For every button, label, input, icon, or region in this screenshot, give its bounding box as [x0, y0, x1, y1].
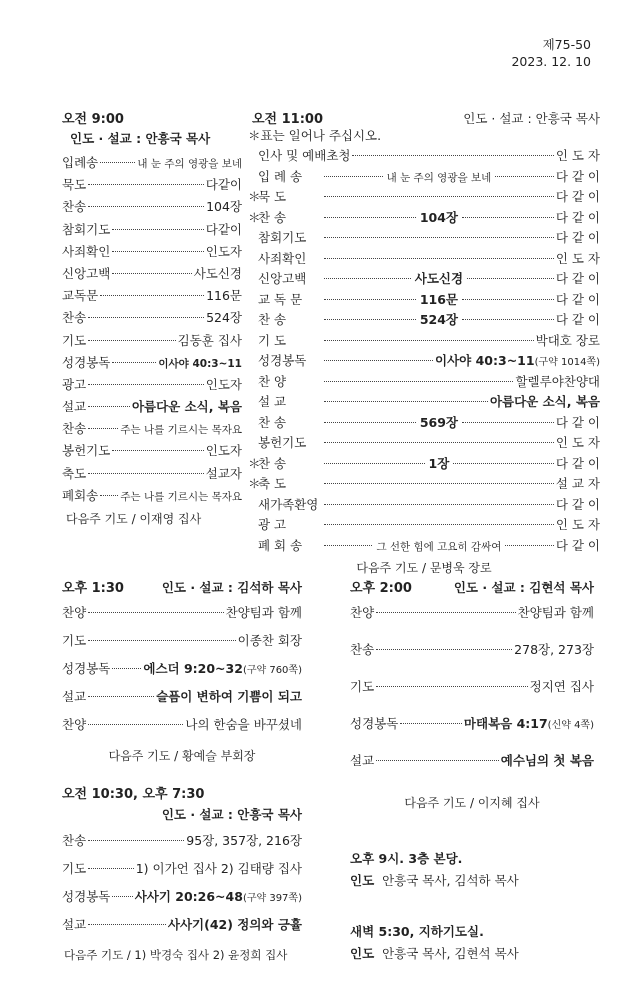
item-label: 축 도	[258, 476, 287, 491]
item-value: 나의 한숨을 바꾸셨네	[185, 717, 302, 732]
service-1-30pm	[62, 577, 302, 764]
dot-leader	[324, 217, 416, 218]
dot-leader	[88, 724, 183, 725]
dot-leader	[88, 473, 204, 474]
service-11am	[248, 108, 600, 576]
order-item	[62, 486, 242, 508]
dot-leader	[453, 463, 554, 464]
item-reference: (신약 4쪽)	[547, 720, 594, 731]
order-item	[248, 167, 600, 188]
dot-leader	[112, 896, 132, 897]
section-title: 오전 10:30, 오후 7:30	[62, 787, 205, 802]
dot-leader	[505, 545, 553, 546]
dot-leader	[495, 176, 554, 177]
dot-leader	[462, 319, 554, 320]
order-item	[62, 331, 242, 353]
standing-mark: ＊	[248, 455, 261, 471]
dot-leader	[324, 381, 513, 382]
item-label: 성경봉독	[62, 354, 111, 370]
item-detail: 104장	[419, 209, 458, 225]
dot-leader	[324, 545, 372, 546]
item-label: 설교	[62, 917, 87, 932]
dot-leader	[324, 319, 416, 320]
dot-leader	[100, 162, 135, 163]
section-leader: 인도 · 설교 : 김현석 목사	[453, 580, 594, 595]
leader-label: 인도	[350, 946, 375, 961]
item-value: 이사야 40:3~11	[158, 357, 242, 370]
item-value: 다같이	[205, 221, 242, 237]
item-value: 이종찬 회장	[237, 633, 302, 648]
item-reference: (구약 1014쪽)	[534, 357, 600, 368]
item-value: 다 같 이	[555, 312, 601, 327]
order-item	[62, 659, 302, 687]
item-value: 다 같 이	[555, 271, 600, 286]
item-detail: 내 눈 주의 영광을 보네	[386, 171, 492, 184]
order-item	[248, 515, 600, 536]
item-label: 봉헌기도	[258, 435, 307, 450]
item-value: 인 도 자	[555, 435, 600, 450]
item-value: 찬양팀과 함께	[225, 605, 302, 620]
item-label: 폐 회 송	[258, 537, 303, 553]
item-value: 정지연 집사	[529, 679, 594, 694]
item-value: 인 도 자	[555, 517, 600, 532]
leader-label: 인도	[350, 873, 375, 888]
order-item	[248, 392, 600, 413]
item-label: 찬양	[350, 605, 375, 620]
item-value: 278장, 273장	[514, 642, 594, 657]
item-value: 김동훈 집사	[177, 332, 242, 348]
order-item	[62, 353, 242, 375]
order-item	[62, 197, 242, 219]
order-item	[62, 397, 242, 419]
order-item	[248, 495, 600, 516]
dot-leader	[400, 723, 462, 724]
dot-leader	[88, 840, 184, 841]
item-label: 찬송	[62, 310, 87, 326]
section-title: 오후 2:00	[350, 581, 412, 596]
item-label: 참회기도	[62, 221, 111, 237]
dot-leader	[88, 340, 175, 341]
service-1030-730	[62, 783, 302, 963]
order-item	[62, 915, 302, 943]
dot-leader	[324, 299, 416, 300]
order-item	[248, 351, 600, 372]
dot-leader	[88, 317, 204, 318]
dot-leader	[324, 401, 488, 402]
item-label: 인사 및 예배초청	[258, 148, 351, 163]
dot-leader	[324, 360, 433, 361]
order-item	[248, 228, 600, 249]
order-item	[248, 208, 600, 229]
item-value: 다 같 이	[555, 291, 601, 307]
service-2pm	[350, 577, 594, 811]
dot-leader	[467, 278, 554, 279]
dot-leader	[324, 422, 416, 423]
dot-leader	[324, 524, 554, 525]
dot-leader	[324, 483, 554, 484]
dot-leader	[88, 406, 130, 407]
item-label: 찬 송	[258, 455, 287, 471]
order-item	[62, 859, 302, 887]
dot-leader	[88, 868, 134, 869]
dot-leader	[88, 696, 154, 697]
order-item	[350, 603, 594, 640]
item-label: 축도	[62, 465, 87, 481]
dot-leader	[100, 295, 204, 296]
item-reference: (구약 760쪽)	[242, 665, 302, 676]
dot-leader	[112, 251, 203, 252]
standing-note: ＊표는 일어나 주십시오.	[248, 128, 382, 143]
dot-leader	[324, 442, 554, 443]
next-week-prayer: 다음주 기도 / 문병욱 장로	[356, 561, 492, 575]
item-value: 이사야 40:3~11	[435, 353, 535, 368]
section-title: 오전 11:00	[252, 112, 324, 127]
item-label: 성경봉독	[350, 716, 399, 731]
bulletin-number: 제75-50	[542, 37, 591, 52]
item-label: 기도	[62, 332, 87, 348]
dot-leader	[112, 273, 191, 274]
dot-leader	[112, 362, 156, 363]
order-item	[62, 715, 302, 743]
item-label: 찬양	[62, 605, 87, 620]
order-item	[62, 175, 242, 197]
item-label: 광 고	[258, 517, 287, 532]
item-label: 신앙고백	[258, 271, 307, 286]
item-value: 다같이	[205, 177, 242, 193]
service-9pm	[350, 848, 600, 892]
item-label: 성경봉독	[62, 889, 111, 904]
item-value: 인도자	[205, 376, 242, 392]
item-value: 1) 이가언 집사 2) 김태량 집사	[135, 861, 302, 876]
item-label: 기도	[62, 633, 87, 648]
item-label: 설교	[62, 689, 87, 704]
standing-mark: ＊	[248, 189, 261, 204]
section-leader: 인도 · 설교 : 안흥국 목사	[70, 131, 211, 146]
item-label: 찬 송	[258, 209, 287, 225]
order-item	[62, 308, 242, 330]
order-item	[248, 536, 600, 557]
dot-leader	[352, 155, 553, 156]
item-label: 기도	[350, 679, 375, 694]
item-value: 사사기 20:26~48	[134, 889, 243, 904]
order-item	[62, 286, 242, 308]
order-item	[62, 242, 242, 264]
item-label: 기 도	[258, 332, 287, 348]
order-item	[62, 419, 242, 441]
item-label: 찬송	[62, 833, 87, 848]
bulletin-header	[511, 36, 591, 70]
item-value: 다 같 이	[555, 414, 601, 430]
item-label: 설교	[62, 399, 87, 415]
section-title: 오후 1:30	[62, 581, 124, 596]
item-label: 찬 양	[258, 373, 287, 389]
item-value: 116문	[206, 288, 242, 304]
item-value: 95장, 357장, 216장	[186, 833, 302, 848]
section-leader: 인도 · 설교 : 김석하 목사	[161, 580, 302, 595]
order-item	[62, 153, 242, 175]
dot-leader	[376, 612, 515, 613]
order-item	[248, 331, 600, 352]
dot-leader	[112, 450, 203, 451]
item-label: 광고	[62, 376, 87, 392]
leader-names: 안흥국 목사, 김현석 목사	[382, 946, 519, 961]
item-label: 묵도	[62, 177, 87, 193]
order-item	[62, 264, 242, 286]
item-label: 신앙고백	[62, 265, 111, 281]
item-value: 인도자	[205, 443, 242, 459]
item-value: 설교자	[205, 465, 242, 481]
order-item	[248, 454, 600, 475]
item-detail: 569장	[419, 414, 458, 430]
item-value: 찬양팀과 함께	[517, 605, 594, 620]
item-detail: 1장	[428, 455, 450, 471]
dot-leader	[324, 340, 534, 341]
item-value: 사도신경	[193, 265, 242, 281]
item-value: 주는 나를 기르시는 목자요	[120, 490, 242, 503]
dot-leader	[88, 612, 223, 613]
order-item	[62, 220, 242, 242]
dot-leader	[324, 237, 554, 238]
service-dawn	[350, 921, 600, 965]
item-label: 찬 송	[258, 414, 287, 430]
item-label: 입 례 송	[258, 168, 303, 184]
item-detail: 116문	[419, 291, 458, 307]
order-item	[248, 269, 600, 290]
bulletin-date: 2023. 12. 10	[511, 54, 591, 69]
item-value: 524장	[206, 310, 242, 326]
dot-leader	[324, 176, 383, 177]
dot-leader	[88, 206, 204, 207]
item-value: 다 같 이	[555, 230, 600, 245]
dot-leader	[88, 184, 204, 185]
order-item	[62, 831, 302, 859]
item-label: 찬 송	[258, 312, 287, 327]
item-value: 할렐루야찬양대	[515, 373, 600, 389]
next-week-prayer: 다음주 기도 / 황예슬 부회장	[108, 749, 256, 763]
order-item	[62, 375, 242, 397]
dot-leader	[112, 229, 203, 230]
order-item	[62, 603, 302, 631]
order-item	[248, 310, 600, 331]
item-value: 마태복음 4:17	[463, 716, 548, 731]
item-value: 인도자	[205, 243, 242, 259]
dot-leader	[324, 196, 554, 197]
section-title: 오전 9:00	[62, 112, 124, 127]
order-item	[248, 187, 600, 208]
item-label: 찬양	[62, 717, 87, 732]
section-leader: 인도 · 설교 : 안흥국 목사	[463, 111, 600, 126]
item-value: 다 같 이	[555, 496, 600, 512]
dot-leader	[88, 924, 166, 925]
dot-leader	[88, 384, 204, 385]
dot-leader	[462, 299, 554, 300]
item-value: 사사기(42) 정의와 긍휼	[167, 917, 302, 932]
order-item	[248, 249, 600, 270]
item-value: 다 같 이	[555, 168, 601, 184]
item-value: 슬픔이 변하여 기쁨이 되고	[156, 689, 302, 704]
item-label: 참회기도	[258, 230, 307, 245]
next-week-prayer: 다음주 기도 / 이지혜 집사	[404, 796, 540, 810]
item-label: 입례송	[62, 155, 99, 170]
item-reference: (구약 397쪽)	[242, 893, 302, 904]
item-label: 설교	[350, 753, 375, 768]
order-item	[248, 413, 600, 434]
order-item	[62, 441, 242, 463]
dot-leader	[324, 278, 411, 279]
item-label: 설 교	[258, 394, 287, 409]
order-item	[248, 433, 600, 454]
item-label: 찬송	[350, 642, 375, 657]
item-value: 주는 나를 기르시는 목자요	[120, 424, 242, 437]
dot-leader	[324, 463, 425, 464]
item-label: 교독문	[62, 288, 99, 304]
order-item	[350, 640, 594, 677]
section-title: 오후 9시. 3층 본당.	[350, 851, 463, 866]
item-value: 내 눈 주의 영광을 보네	[137, 158, 242, 170]
dot-leader	[324, 504, 554, 505]
order-item	[350, 677, 594, 714]
section-leader: 인도 · 설교 : 안흥국 목사	[161, 807, 302, 822]
dot-leader	[376, 649, 512, 650]
next-week-prayer: 다음주 기도 / 1) 박경숙 집사 2) 윤정희 집사	[64, 948, 288, 962]
standing-mark: ＊	[248, 476, 261, 491]
dot-leader	[112, 668, 141, 669]
item-label: 사죄확인	[258, 250, 307, 266]
order-item	[62, 687, 302, 715]
item-label: 폐회송	[62, 487, 99, 503]
dot-leader	[100, 495, 118, 496]
item-value: 다 같 이	[555, 537, 600, 553]
order-item	[248, 146, 600, 167]
item-detail: 524장	[419, 312, 458, 327]
item-value: 인 도 자	[555, 250, 600, 266]
item-label: 사죄확인	[62, 243, 111, 259]
item-value: 설 교 자	[555, 476, 600, 491]
dot-leader	[462, 422, 554, 423]
item-detail: 그 선한 힘에 고요히 감싸여	[376, 540, 502, 553]
item-detail: 사도신경	[414, 271, 464, 286]
order-item	[350, 751, 594, 788]
order-item	[248, 474, 600, 495]
item-value: 에스더 9:20~32	[143, 661, 243, 676]
item-label: 봉헌기도	[62, 443, 111, 459]
item-label: 교 독 문	[258, 291, 303, 307]
order-item	[248, 372, 600, 393]
item-label: 묵 도	[258, 189, 287, 204]
item-label: 찬송	[62, 421, 87, 437]
order-item	[62, 464, 242, 486]
order-item	[350, 714, 594, 751]
item-value: 다 같 이	[555, 189, 600, 204]
order-item	[62, 631, 302, 659]
item-label: 찬송	[62, 199, 87, 215]
section-title: 새벽 5:30, 지하기도실.	[350, 924, 484, 939]
order-item	[248, 290, 600, 311]
service-9am	[62, 108, 242, 527]
item-value: 예수님의 첫 복음	[500, 753, 594, 768]
item-value: 다 같 이	[555, 209, 601, 225]
item-label: 성경봉독	[258, 353, 307, 368]
item-label: 기도	[62, 861, 87, 876]
item-value: 104장	[206, 199, 242, 215]
item-value: 박대호 장로	[535, 332, 600, 348]
dot-leader	[88, 428, 118, 429]
dot-leader	[376, 686, 527, 687]
dot-leader	[324, 258, 554, 259]
dot-leader	[376, 760, 499, 761]
leader-names: 안흥국 목사, 김석하 목사	[382, 873, 519, 888]
item-value: 아름다운 소식, 복음	[489, 394, 600, 409]
standing-mark: ＊	[248, 209, 261, 225]
item-value: 인 도 자	[555, 148, 600, 163]
item-value: 아름다운 소식, 복음	[131, 399, 242, 415]
item-label: 성경봉독	[62, 661, 111, 676]
dot-leader	[462, 217, 554, 218]
order-item	[62, 887, 302, 915]
next-week-prayer: 다음주 기도 / 이재영 집사	[66, 512, 202, 526]
item-value: 다 같 이	[555, 455, 600, 471]
dot-leader	[88, 640, 235, 641]
item-label: 새가족환영	[258, 496, 319, 512]
